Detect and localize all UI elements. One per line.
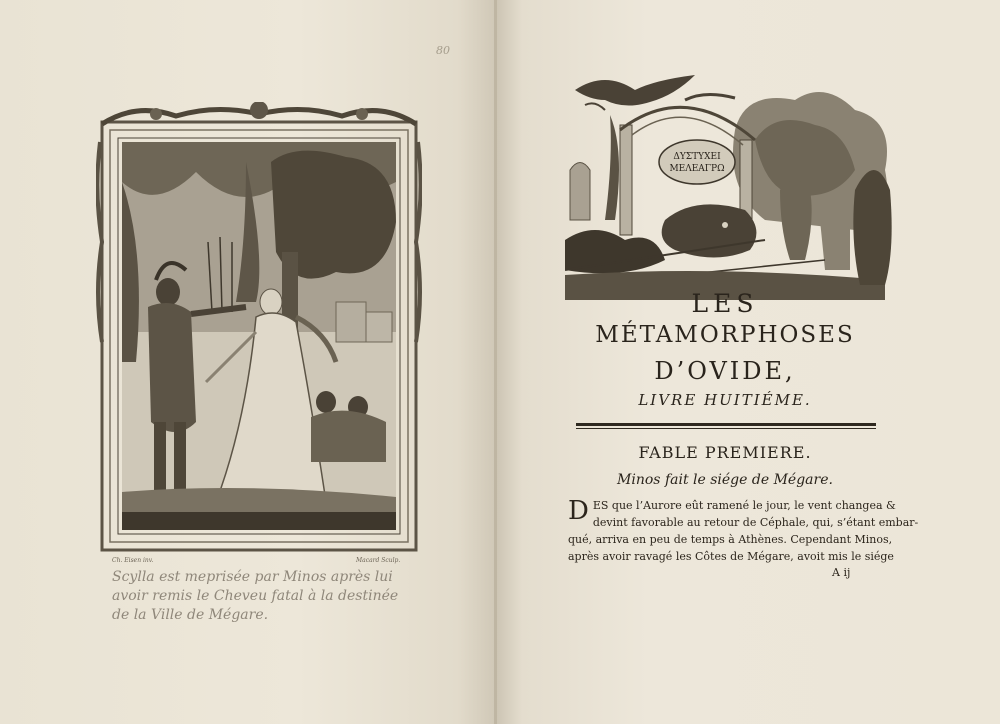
title-ovide: D’OVIDE, [654,357,796,385]
body-line: devint favorable au retour de Céphale, qui, s’étant embar- [592,516,919,529]
inscription-line: ΔΥΣΤΥΧΕΙ [673,152,721,162]
inscription-line: ΜΕΛΕΑΓΡΩ [669,164,725,174]
fable-subtitle: Minos fait le siége de Mégare. [617,472,833,488]
drop-cap: D [568,496,589,526]
engraving-plate [96,102,422,554]
caption-line: avoir remis le Cheveu fatal à la destinée [112,588,399,604]
boar-hunt-vignette [565,70,895,300]
caption-line: Scylla est meprisée par Minos après lui [112,569,393,585]
thick-rule [576,423,876,426]
head-vignette [565,70,895,300]
signature-mark: A ij [832,566,851,579]
artist-credit: Ch. Eisen inv. [112,557,154,564]
scylla-minos-engraving [96,102,422,554]
fable-heading: FABLE PREMIERE. [638,443,812,462]
body-line: ES que l’Aurore eût ramené le jour, le vent changea & [592,499,896,512]
title-les: LES [691,289,759,318]
plate-caption [112,568,412,625]
title-livre: LIVRE HUITIÉME. [638,391,812,409]
title-metamorphoses: MÉTAMORPHOSES [595,322,855,348]
body-line: qué, arriva en peu de temps à Athènes. Cependant Minos, [568,533,893,546]
caption-line: de la Ville de Mégare. [112,607,269,623]
body-paragraph [568,496,919,565]
left-page [0,0,497,724]
thin-rule [576,428,876,429]
body-line: après avoir ravagé les Côtes de Mégare, avoit mis le siége [568,550,894,563]
folio-number: 80 [436,44,450,57]
engraver-credit: Macard Sculp. [356,557,401,564]
